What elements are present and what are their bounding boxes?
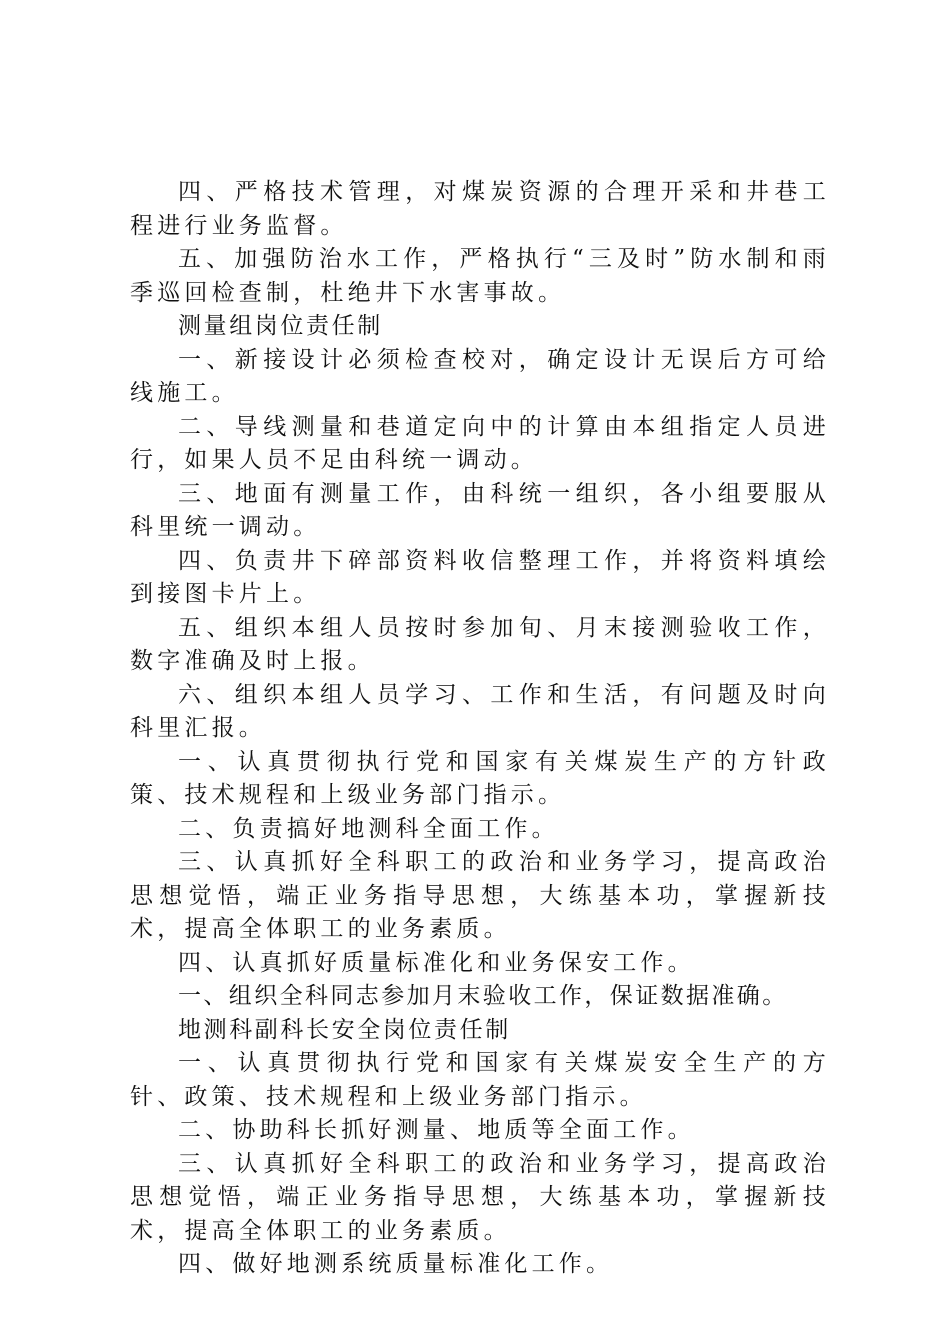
- paragraph-survey-2: 二、导线测量和巷道定向中的计算由本组指定人员进行，如果人员不足由科统一调动。: [130, 413, 830, 473]
- paragraph-chief-4: 四、认真抓好质量标准化和业务保安工作。: [178, 949, 695, 976]
- paragraph-chief-1: 一、认真贯彻执行党和国家有关煤炭生产的方针政策、技术规程和上级业务部门指示。: [130, 748, 830, 808]
- paragraph-survey-1: 一、新接设计必须检查校对，确定设计无误后方可给线施工。: [130, 346, 830, 406]
- paragraph-deputy-1: 一、认真贯彻执行党和国家有关煤炭安全生产的方针、政策、技术规程和上级业务部门指示。: [130, 1050, 830, 1110]
- section-heading-survey-group: 测量组岗位责任制: [178, 313, 383, 339]
- paragraph-deputy-4: 四、做好地测系统质量标准化工作。: [178, 1251, 614, 1277]
- paragraph-deputy-2: 二、协助科长抓好测量、地质等全面工作。: [178, 1117, 695, 1143]
- document-body: [130, 176, 830, 1282]
- paragraph-survey-4: 四、负责井下碎部资料收信整理工作，并将资料填绘到接图卡片上。: [130, 547, 830, 607]
- paragraph-survey-3: 三、地面有测量工作，由科统一组织，各小组要服从科里统一调动。: [130, 480, 830, 540]
- paragraph-deputy-3: 三、认真抓好全科职工的政治和业务学习，提高政治思想觉悟，端正业务指导思想，大练基本功，掌握新技术，提高全体职工的业务素质。: [130, 1150, 830, 1244]
- paragraph-chief-3: 三、认真抓好全科职工的政治和业务学习，提高政治思想觉悟，端正业务指导思想，大练基本功，掌握新技术，提高全体职工的业务素质。: [130, 849, 830, 942]
- section-heading-deputy-chief: 地测科副科长安全岗位责任制: [178, 1016, 511, 1043]
- paragraph-geology-5: 五、加强防治水工作，严格执行“三及时”防水制和雨季巡回检查制，杜绝井下水害事故。: [130, 246, 830, 306]
- paragraph-survey-5: 五、组织本组人员按时参加旬、月末接测验收工作，数字准确及时上报。: [130, 614, 830, 674]
- paragraph-geology-4: 四、严格技术管理，对煤炭资源的合理开采和井巷工程进行业务监督。: [130, 179, 830, 239]
- paragraph-survey-6: 六、组织本组人员学习、工作和生活，有问题及时向科里汇报。: [130, 681, 830, 741]
- paragraph-chief-2: 二、负责搞好地测科全面工作。: [178, 815, 559, 842]
- paragraph-chief-5: 一、组织全科同志参加月末验收工作，保证数据准确。: [178, 983, 788, 1009]
